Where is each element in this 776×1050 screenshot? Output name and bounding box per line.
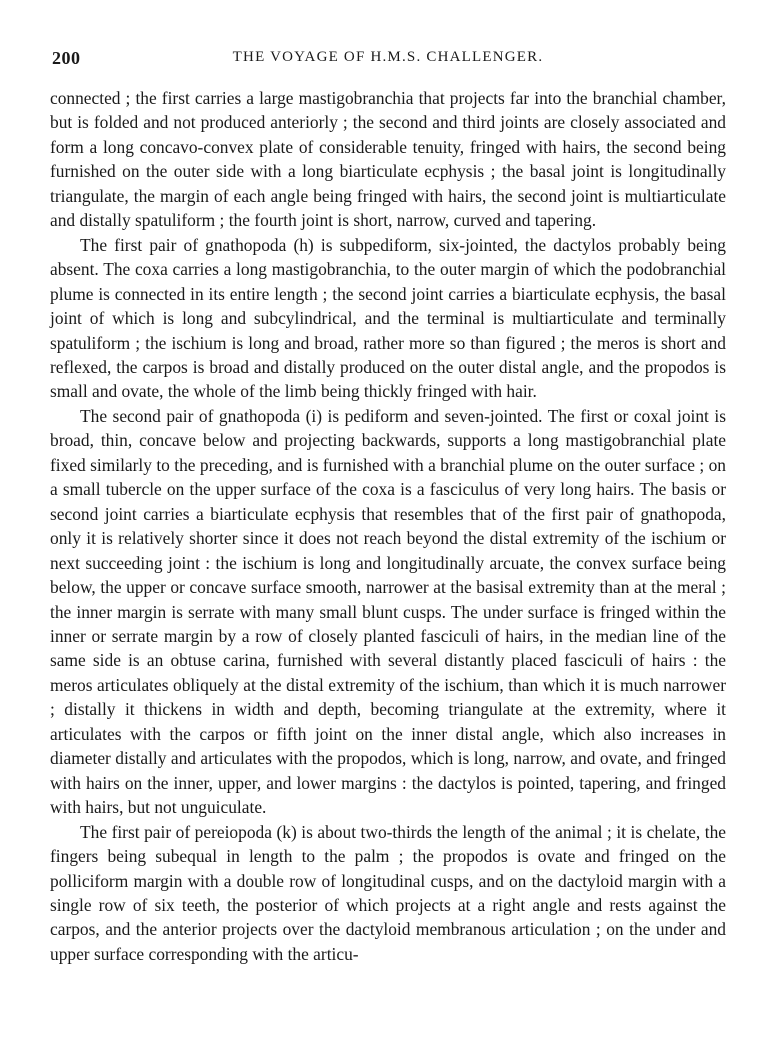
running-title: THE VOYAGE OF H.M.S. CHALLENGER. xyxy=(232,49,544,65)
body-text xyxy=(50,86,726,966)
page-number: 200 xyxy=(52,48,81,68)
paragraph-first-pereiopoda: The first pair of pereiopoda (k) is about two-thirds the length of the animal ; it is chelate, the fingers being subequal in length to the palm ; the propodos is ovate and fringed on the polliciform margin with a double row of longitudinal cusps, and on the dactyloid margin with a single row of six teeth, the posterior of which projects at a right angle and rests against the carpos, and the anterior projects over the dactyloid membranous articulation ; on the under and upper surface corresponding with the articu- xyxy=(50,821,726,964)
paragraph-continuation: connected ; the first carries a large mastigobranchia that projects far into the branchial chamber, but is folded and not produced anteriorly ; the second and third joints are closely associated and form a long concavo-convex plate of considerable tenuity, fringed with hairs, the second being furnished on the outer side with a long biarticulate ecphysis ; the basal joint is longitudinally triangulate, the margin of each angle being fringed with hairs, the second joint is multiarticulate and distally spatuliform ; the fourth joint is short, narrow, curved and tapering. xyxy=(50,88,726,231)
page-header xyxy=(52,48,724,72)
paragraph-second-gnathopoda: The second pair of gnathopoda (i) is pediform and seven-jointed. The first or coxal joint is broad, thin, concave below and projecting backwards, supports a long mastigobranchial plate fixed similarly to the preceding, and is furnished with a branchial plume on the outer surface ; on a small tubercle on the upper surface of the coxa is a fasciculus of very long hairs. The basis or second joint carries a biarticulate ecphysis that resembles that of the first pair of gnathopoda, only it is relatively shorter since it does not reach beyond the distal extremity of the ischium or next succeeding joint : the ischium is long and longitudinally arcuate, the convex surface being below, the upper or concave surface smooth, narrower at the basisal extremity than at the meral ; the inner margin is serrate with many small blunt cusps. The under surface is fringed within the inner or serrate margin by a row of closely planted fasciculi of hairs, in the median line of the same side is an obtuse carina, furnished with several distantly placed fasciculi of hairs : the meros articulates obliquely at the distal extremity of the ischium, than which it is much narrower ; distally it thickens in width and depth, becoming triangulate at the extremity, where it articulates with the carpos or fifth joint on the inner distal angle, which also increases in diameter distally and articulates with the propodos, which is long, narrow, and ovate, and fringed with hairs on the inner, upper, and lower margins : the dactylos is pointed, tapering, and fringed with hairs, but not unguiculate. xyxy=(50,405,726,818)
paragraph-first-gnathopoda: The first pair of gnathopoda (h) is subpediform, six-jointed, the dactylos probably being absent. The coxa carries a long mastigobranchia, to the outer margin of which the podobranchial plume is connected in its entire length ; the second joint carries a biarticulate ecphysis, the basal joint of which is long and subcylindrical, and the terminal is multiarticulate and terminally spatuliform ; the ischium is long and broad, rather more so than figured ; the meros is short and reflexed, the carpos is broad and distally produced on the outer distal angle, and the propodos is small and ovate, the whole of the limb being thickly fringed with hair. xyxy=(50,234,726,402)
